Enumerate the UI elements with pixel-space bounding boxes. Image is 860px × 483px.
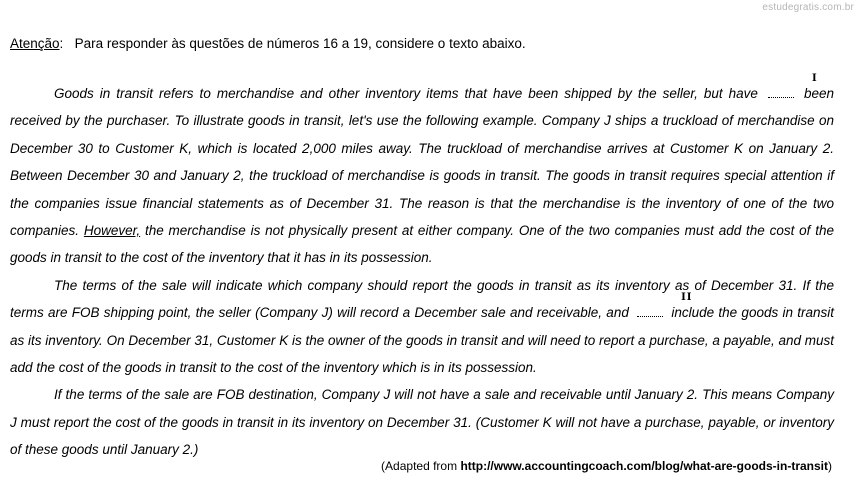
instruction-text: Para responder às questões de números 16 a 19, considere o texto abaixo.	[74, 36, 526, 51]
source-citation	[381, 459, 832, 473]
source-prefix: (Adapted from	[381, 459, 458, 473]
paragraph-2	[10, 272, 834, 382]
paragraph-3	[10, 381, 834, 463]
underlined-however: However,	[83, 223, 141, 239]
source-url: http://www.accountingcoach.com/blog/what-are-goods-in-transit	[460, 459, 828, 473]
attention-label: Atenção	[10, 36, 60, 51]
watermark: estudegratis.com.br	[762, 2, 854, 13]
paragraph-2-part-2: include the goods in transit as its inventory. On December 31, Customer K is the owner of the goods in transit and will need to report a purchase, a payable, and must add the cost of the goods in transit to the cost of the inventory which is in its possession.	[10, 305, 834, 376]
paragraph-1-part-3: the merchandise is not physically present at either company. One of the two companies must add the cost of the goods in transit to the cost of the inventory that it has in its possession.	[10, 223, 834, 266]
blank-i-label: I	[811, 73, 818, 84]
paragraph-1-part-1: Goods in transit refers to merchandise and other inventory items that have been shipped by the seller, but have	[54, 86, 758, 101]
paragraph-1-part-2: been received by the purchaser. To illustrate goods in transit, let's use the following example. Company J ships a truckload of merchandise on December 30 to Customer K, which is located 2,000 miles away. The truckload of merchandise arrives at Customer K on January 2. Between December 30 and January 2, the truckload of merchandise is goods in transit. The goods in transit requires special attention if the companies issue financial statements as of December 31. The reason is that the merchandise is the inventory of one of the two companies.	[10, 86, 834, 239]
blank-i	[768, 73, 818, 98]
blank-ii-label: II	[681, 292, 693, 304]
reading-passage	[10, 73, 834, 464]
attention-colon: :	[59, 36, 64, 51]
instruction-header	[10, 36, 526, 51]
blank-ii	[637, 292, 693, 317]
paragraph-2-part-1: The terms of the sale will indicate which company should report the goods in transit as its inventory as of December 31. If the terms are FOB shipping point, the seller (Company J) will record a December sale and receivable, and	[10, 277, 834, 321]
paragraph-3-text: If the terms of the sale are FOB destination, Company J will not have a sale and receivable until January 2. This means Company J must report the cost of the goods in transit in its inventory on December 31. (Customer K will not have a purchase, payable, or inventory of these goods until January 2.)	[10, 387, 834, 458]
source-suffix: )	[828, 459, 832, 473]
paragraph-1	[10, 73, 834, 272]
